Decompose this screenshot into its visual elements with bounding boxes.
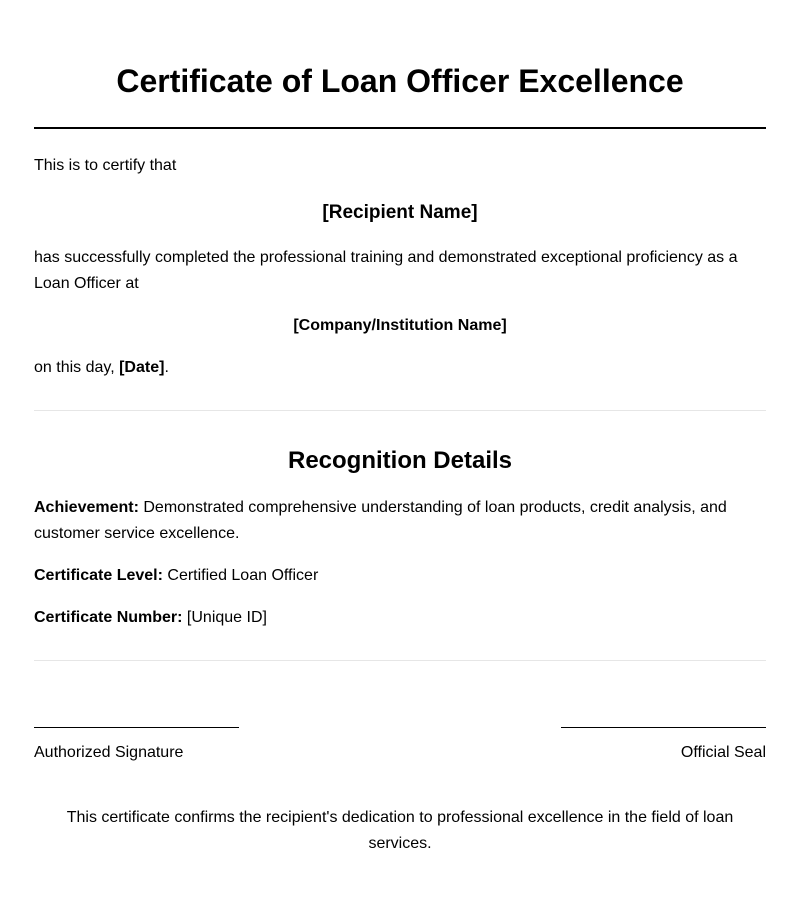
date-prefix: on this day, (34, 359, 120, 376)
authorized-signature-line (34, 727, 239, 728)
certificate-page (34, 0, 766, 857)
date-suffix: . (164, 359, 169, 376)
title-divider (34, 127, 766, 129)
certificate-number-value: [Unique ID] (182, 609, 267, 626)
official-seal-block (561, 727, 766, 763)
certificate-title: Certificate of Loan Officer Excellence (116, 63, 684, 99)
completion-text: has successfully completed the professional training and demonstrated exceptional proficiency as a Loan Officer at (34, 249, 738, 292)
company-name: [Company/Institution Name] (293, 317, 507, 334)
certificate-level-value: Certified Loan Officer (162, 567, 319, 584)
intro-text: This is to certify that (34, 157, 177, 174)
authorized-signature-label: Authorized Signature (34, 744, 184, 761)
section-divider-1 (34, 410, 766, 411)
certificate-number-line (34, 605, 766, 631)
signature-row (34, 727, 766, 763)
achievement-label: Achievement: (34, 499, 139, 516)
authorized-signature-block (34, 727, 239, 763)
achievement-line (34, 495, 766, 547)
certificate-number-label: Certificate Number: (34, 609, 183, 626)
date-line (34, 355, 766, 381)
certificate-level-label: Certificate Level: (34, 567, 163, 584)
date-value: [Date] (119, 359, 165, 376)
official-seal-label: Official Seal (680, 744, 766, 761)
official-seal-line (561, 727, 766, 728)
recipient-name: [Recipient Name] (322, 202, 478, 223)
footer-text: This certificate confirms the recipient's dedication to professional excellence in the field of loan services. (66, 809, 734, 852)
recognition-heading: Recognition Details (287, 447, 513, 474)
section-divider-2 (34, 660, 766, 661)
certificate-level-line (34, 563, 766, 589)
achievement-value: Demonstrated comprehensive understanding of loan products, credit analysis, and customer service excellence. (34, 499, 727, 542)
